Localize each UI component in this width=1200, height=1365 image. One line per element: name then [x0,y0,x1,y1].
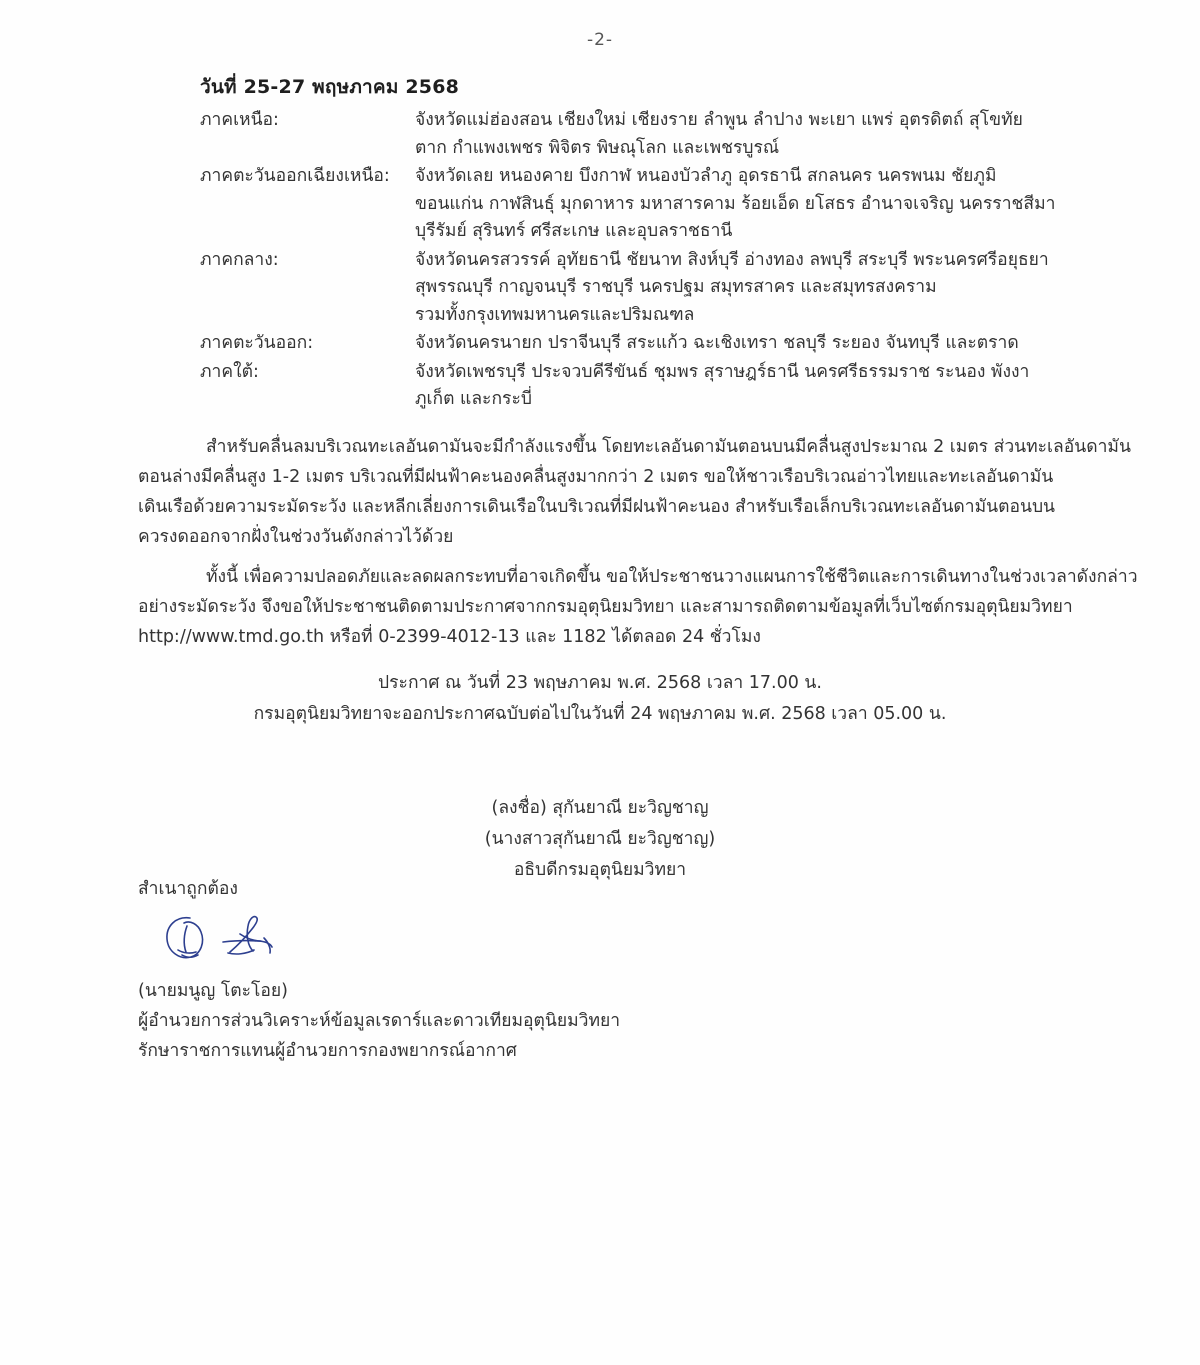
region-values-northeast [415,163,1070,246]
region-row-north [200,107,1070,162]
region-row-east [200,330,1070,358]
region-label-south: ภาคใต้: [200,361,259,382]
region-label-central: ภาคกลาง: [200,249,279,270]
paragraph-line-contact: http://www.tmd.go.th หรือที่ 0-2399-4012-13 และ 1182 ได้ตลอด 24 ชั่วโมง [138,627,761,647]
certify-label: สำเนาถูกต้อง [138,879,238,899]
paragraph-line: ควรงดออกจากฝั่งในช่วงวันดังกล่าวไว้ด้วย [138,527,454,547]
region-values-central [415,247,1070,330]
region-line: ภูเก็ต และกระบี่ [415,389,532,409]
signatory-name: (นางสาวสุกันยาณี ยะวิญชาญ) [484,829,716,849]
region-line: ขอนแก่น กาฬสินธุ์ มุกดาหาร มหาสารคาม ร้อยเอ็ด ยโสธร อำนาจเจริญ นครราชสีมา [415,193,1056,214]
region-line: จังหวัดนครนายก ปราจีนบุรี สระแก้ว ฉะเชิงเทรา ชลบุรี ระยอง จันทบุรี และตราด [415,333,1019,353]
region-list [200,107,1070,415]
certifier-title-secondary: รักษาราชการแทนผู้อำนวยการกองพยากรณ์อากาศ [138,1041,517,1061]
paragraph-line: ทั้งนี้ เพื่อความปลอดภัยและลดผลกระทบที่อาจเกิดขึ้น ขอให้ประชาชนวางแผนการใช้ชีวิตและการเดินทางในช่วงเวลาดังกล่าว [206,567,1138,587]
region-line: ตาก กำแพงเพชร พิจิตร พิษณุโลก และเพชรบูรณ์ [415,137,780,158]
signatory-signed-line: (ลงชื่อ) สุกันยาณี ยะวิญชาญ [491,798,709,818]
region-line: บุรีรัมย์ สุรินทร์ ศรีสะเกษ และอุบลราชธานี [415,221,733,241]
certifier-title-primary: ผู้อำนวยการส่วนวิเคราะห์ข้อมูลเรดาร์และดาวเทียมอุตุนิยมวิทยา [138,1011,621,1031]
region-line: จังหวัดแม่ฮ่องสอน เชียงใหม่ เชียงราย ลำพูน ลำปาง พะเยา แพร่ อุตรดิตถ์ สุโขทัย [415,110,1023,130]
region-values-east [415,330,1070,358]
region-label-east: ภาคตะวันออก: [200,333,314,353]
page-number: -2- [586,30,614,50]
region-label-northeast: ภาคตะวันออกเฉียงเหนือ: [200,166,390,186]
announcement-next-issue-line: กรมอุตุนิยมวิทยาจะออกประกาศฉบับต่อไปในวันที่ 24 พฤษภาคม พ.ศ. 2568 เวลา 05.00 น. [253,704,947,724]
region-line: รวมทั้งกรุงเทพมหานครและปริมณฑล [415,304,695,325]
certification-block [138,874,620,1066]
paragraph-line: อย่างระมัดระวัง จึงขอให้ประชาชนติดตามประกาศจากกรมอุตุนิยมวิทยา และสามารถติดตามข้อมูลที่เว็บไซต์กรมอุตุนิยมวิทยา [138,597,1073,617]
region-line: จังหวัดเลย หนองคาย บึงกาฬ หนองบัวลำภู อุดรธานี สกลนคร นครพนม ชัยภูมิ [415,166,997,186]
certifier-info [138,976,620,1066]
region-line: จังหวัดเพชรบุรี ประจวบคีรีขันธ์ ชุมพร สุราษฎร์ธานี นครศรีธรรมราช ระนอง พังงา [415,361,1030,382]
date-heading: วันที่ 25-27 พฤษภาคม 2568 [200,76,460,98]
paragraph-line: ตอนล่างมีคลื่นสูง 1-2 เมตร บริเวณที่มีฝนฟ้าคะนองคลื่นสูงมากกว่า 2 เมตร ขอให้ชาวเรือบริเวณอ่าวไทยและทะเลอันดามัน [138,467,1054,487]
region-line: จังหวัดนครสวรรค์ อุทัยธานี ชัยนาท สิงห์บุรี อ่างทอง ลพบุรี สระบุรี พระนครศรีอยุธยา [415,249,1049,270]
paragraph-sea-warning [138,432,1131,552]
region-values-north [415,107,1070,162]
paragraph-line: สำหรับคลื่นลมบริเวณทะเลอันดามันจะมีกำลังแรงขึ้น โดยทะเลอันดามันตอนบนมีคลื่นสูงประมาณ 2 เมตร ส่วนทะเลอันดามัน [206,437,1131,457]
paragraph-safety-notice [138,562,1138,652]
region-line: สุพรรณบุรี กาญจนบุรี ราชบุรี นครปฐม สมุทรสาคร และสมุทรสงคราม [415,277,937,297]
signatory-position: อธิบดีกรมอุตุนิยมวิทยา [513,860,687,880]
region-row-northeast [200,163,1070,246]
signatory-block [0,793,1200,886]
certifier-name: (นายมนูญ โตะโอย) [138,981,288,1001]
region-values-south [415,359,1070,414]
announcement-issued-line: ประกาศ ณ วันที่ 23 พฤษภาคม พ.ศ. 2568 เวลา 17.00 น. [378,673,822,693]
region-row-central [200,247,1070,330]
paragraph-line: เดินเรือด้วยความระมัดระวัง และหลีกเลี่ยงการเดินเรือในบริเวณที่มีฝนฟ้าคะนอง สำหรับเรือเล็กบริเวณทะเลอันดามันตอนบน [138,497,1056,517]
handwritten-signature-icon [160,908,295,970]
announcement-block [0,668,1200,730]
region-row-south [200,359,1070,414]
region-label-north: ภาคเหนือ: [200,110,279,130]
